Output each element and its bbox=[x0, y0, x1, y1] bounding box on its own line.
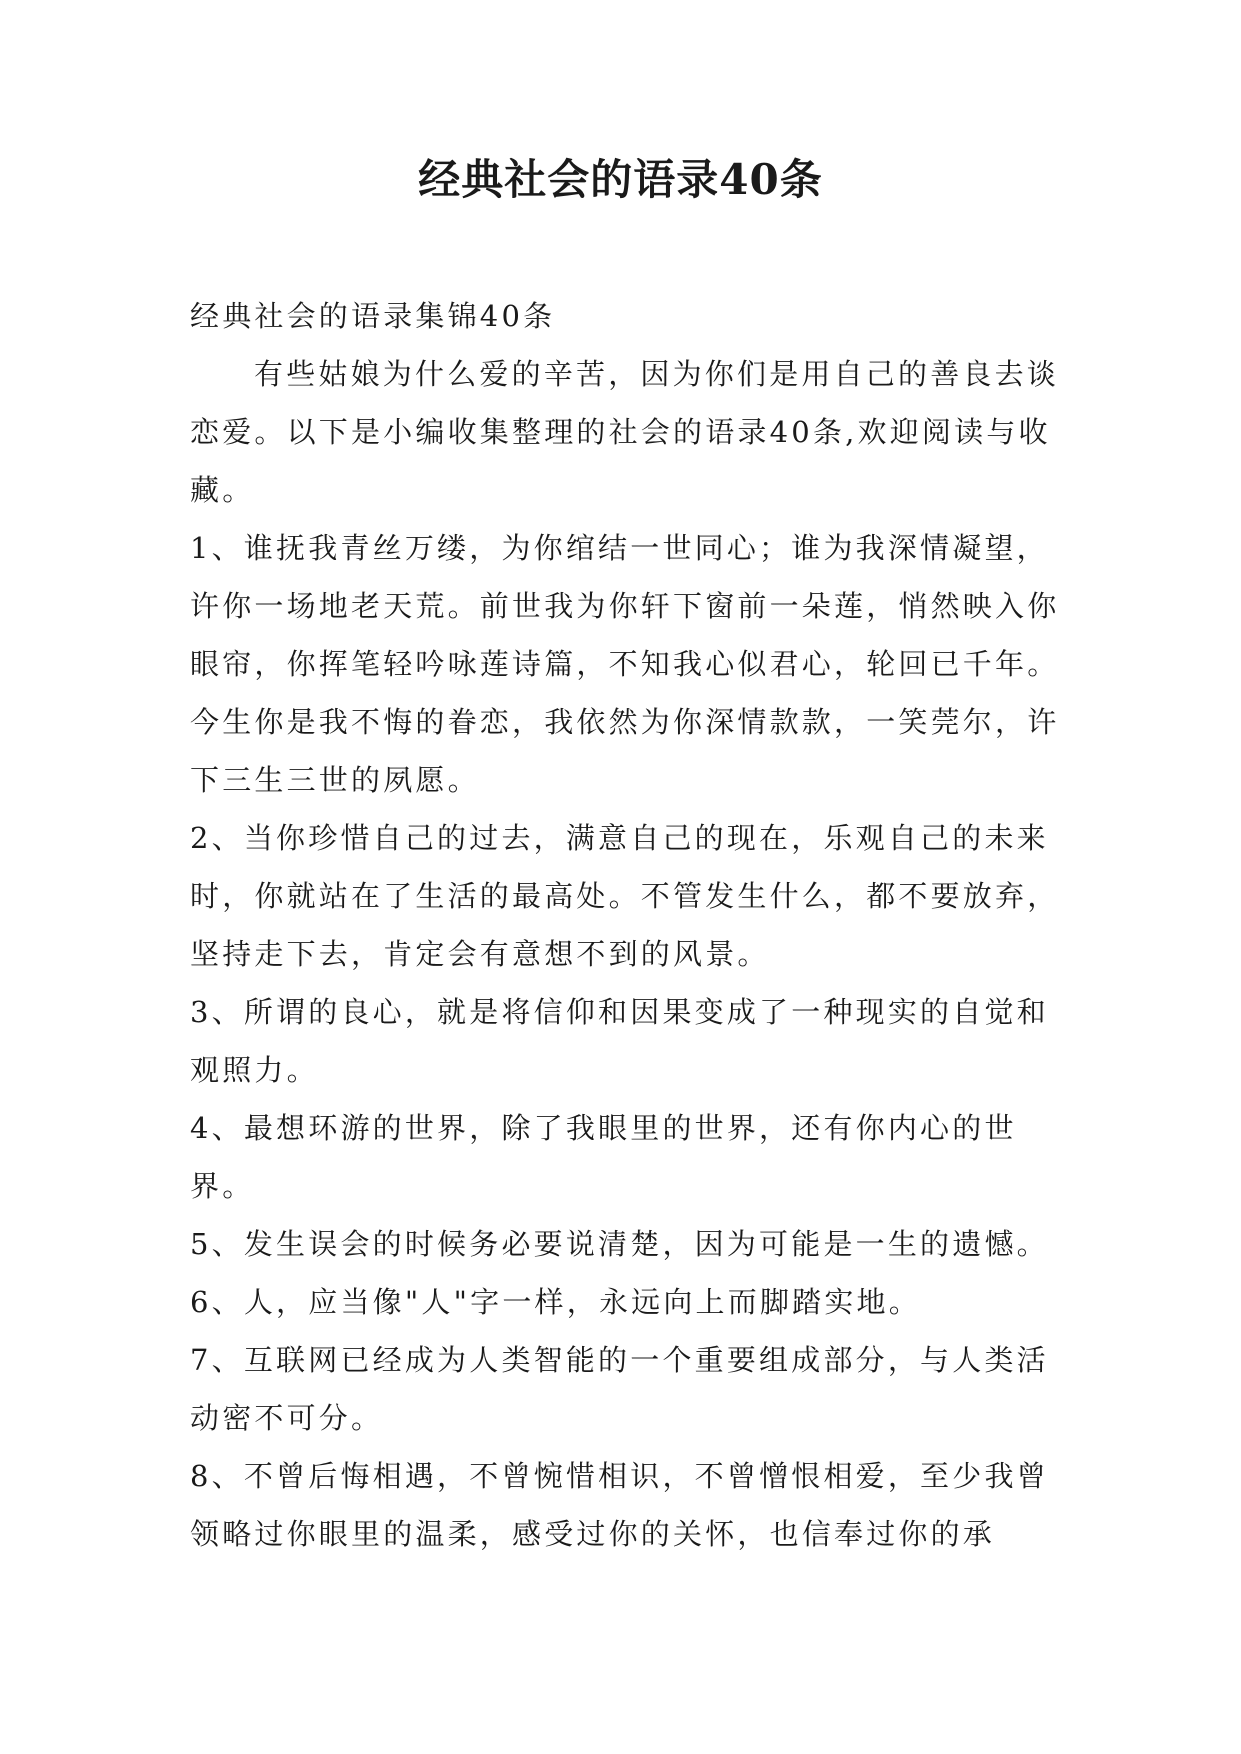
quote-text: 互联网已经成为人类智能的一个重要组成部分，与人类活动密不可分。 bbox=[190, 1343, 1049, 1435]
quote-number: 4、 bbox=[190, 1111, 244, 1145]
quote-text: 最想环游的世界，除了我眼里的世界，还有你内心的世界。 bbox=[190, 1111, 1017, 1203]
intro-paragraph: 有些姑娘为什么爱的辛苦，因为你们是用自己的善良去谈恋爱。以下是小编收集整理的社会的语录40条,欢迎阅读与收藏。 bbox=[190, 357, 1060, 507]
quote-item bbox=[190, 1099, 1060, 1215]
quote-number: 5、 bbox=[190, 1227, 244, 1261]
quote-item bbox=[190, 809, 1060, 983]
quote-number: 2、 bbox=[190, 821, 244, 855]
quote-item bbox=[190, 1215, 1060, 1273]
quote-number: 1、 bbox=[190, 531, 244, 565]
quote-item bbox=[190, 983, 1060, 1099]
document-subtitle: 经典社会的语录集锦40条 bbox=[190, 299, 556, 333]
quote-text: 不曾后悔相遇，不曾惋惜相识，不曾憎恨相爱，至少我曾领略过你眼里的温柔，感受过你的关怀，也信奉过你的承 bbox=[190, 1459, 1049, 1551]
quote-text: 谁抚我青丝万缕，为你绾结一世同心；谁为我深情凝望，许你一场地老天荒。前世我为你轩下窗前一朵莲，悄然映入你眼帘，你挥笔轻吟咏莲诗篇，不知我心似君心，轮回已千年。今生你是我不悔的眷恋，我依然为你深情款款，一笑莞尔，许下三生三世的夙愿。 bbox=[190, 531, 1060, 797]
document-title: 经典社会的语录40条 bbox=[418, 155, 823, 204]
quote-number: 7、 bbox=[190, 1343, 244, 1377]
quote-text: 所谓的良心，就是将信仰和因果变成了一种现实的自觉和观照力。 bbox=[190, 995, 1049, 1087]
quote-number: 6、 bbox=[190, 1285, 244, 1319]
document-body bbox=[190, 287, 1060, 1563]
quote-text: 当你珍惜自己的过去，满意自己的现在，乐观自己的未来时，你就站在了生活的最高处。不管发生什么，都不要放弃，坚持走下去，肯定会有意想不到的风景。 bbox=[190, 821, 1060, 971]
quote-text: 人，应当像"人"字一样，永远向上而脚踏实地。 bbox=[243, 1285, 921, 1319]
quote-item bbox=[190, 1273, 1060, 1331]
quote-item bbox=[190, 1447, 1060, 1563]
quote-item bbox=[190, 1331, 1060, 1447]
quote-number: 3、 bbox=[190, 995, 244, 1029]
quote-item bbox=[190, 519, 1060, 809]
quote-number: 8、 bbox=[190, 1459, 244, 1493]
quote-text: 发生误会的时候务必要说清楚，因为可能是一生的遗憾。 bbox=[243, 1227, 1049, 1261]
